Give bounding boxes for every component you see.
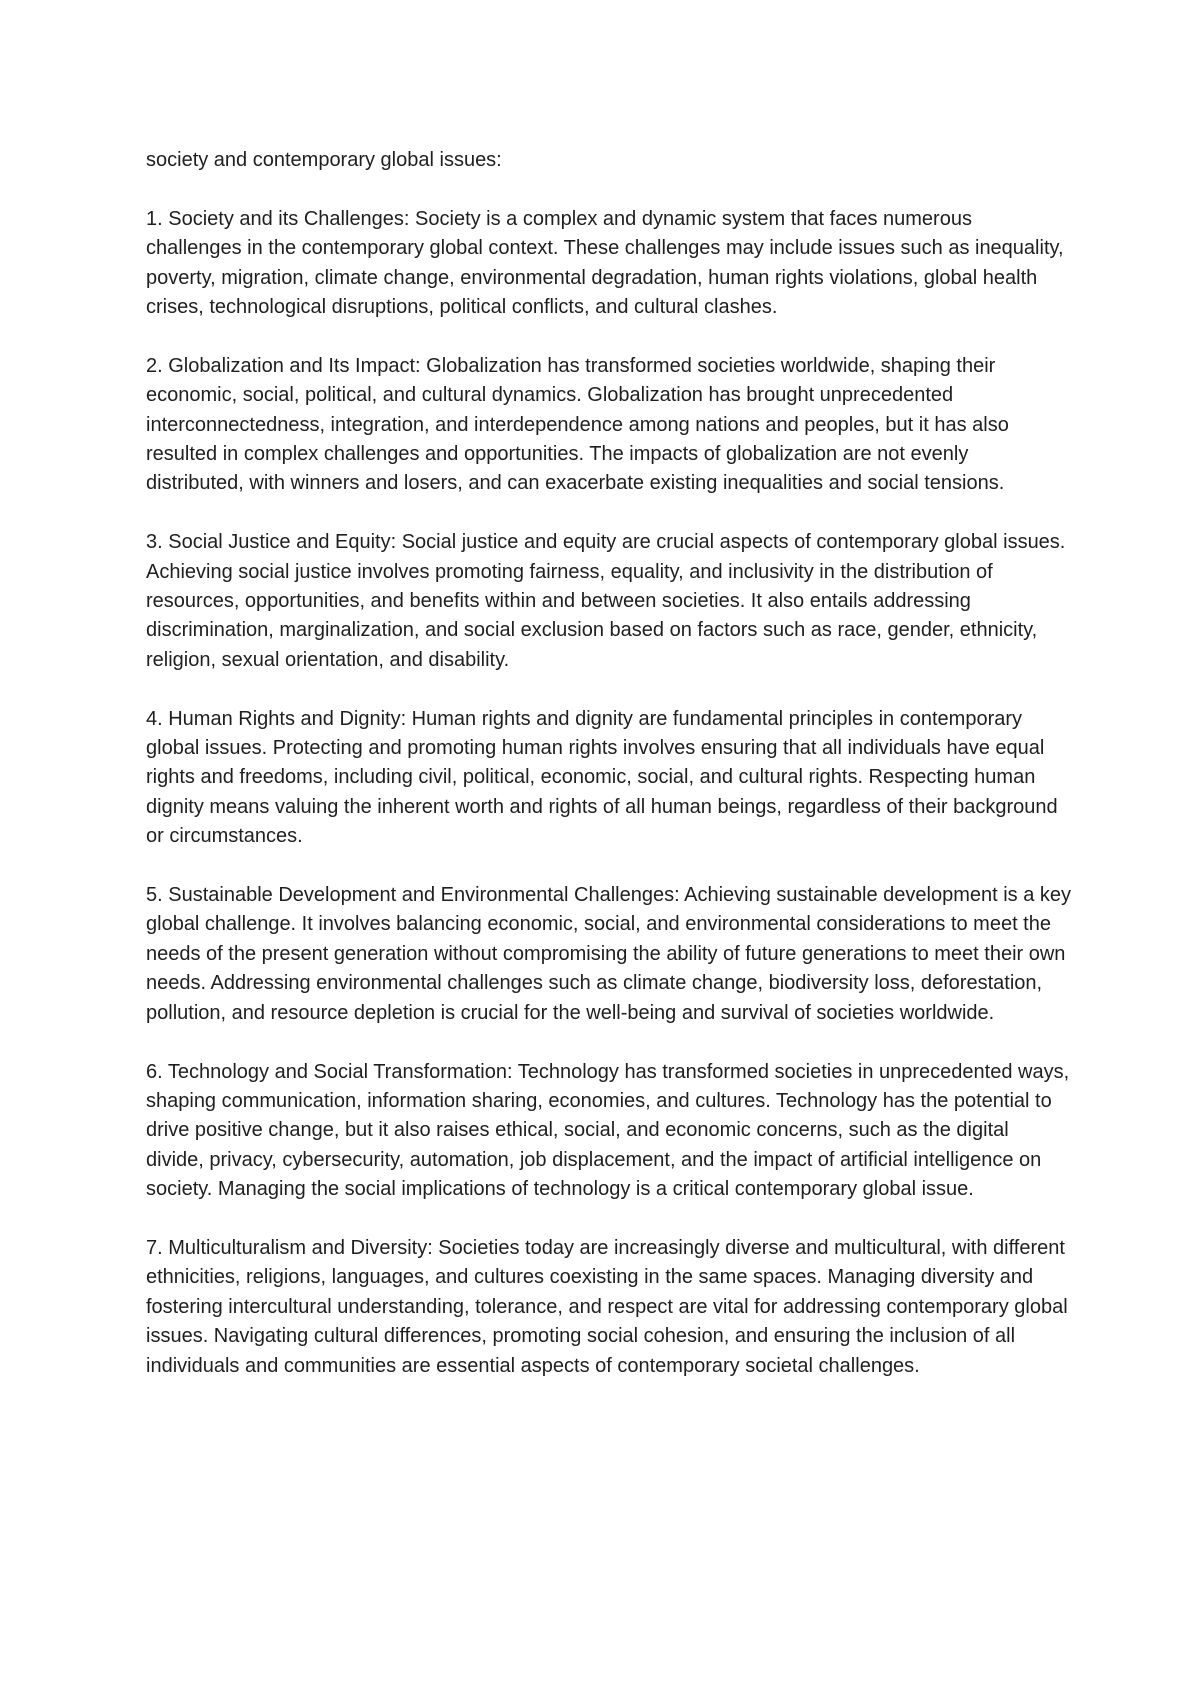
section-paragraph-6: 6. Technology and Social Transformation: Technology has transformed societies in unprecedented ways, shaping communication, information sharing, economies, and cultures. Technology has the potential to drive positive change, but it also raises ethical, social, and economic concerns, such as the digital divide, privacy, cybersecurity, automation, job displacement, and the impact of artificial intelligence on society. Managing the social implications of technology is a critical contemporary global issue.	[146, 1060, 1070, 1201]
section-paragraph-1: 1. Society and its Challenges: Society is a complex and dynamic system that faces numerous challenges in the contemporary global context. These challenges may include issues such as inequality, poverty, migration, climate change, environmental degradation, human rights violations, global health crises, technological disruptions, political conflicts, and cultural clashes.	[146, 207, 1064, 319]
document-body	[146, 146, 1071, 1410]
section-paragraph-4: 4. Human Rights and Dignity: Human rights and dignity are fundamental principles in contemporary global issues. Protecting and promoting human rights involves ensuring that all individuals have equal rights and freedoms, including civil, political, economic, social, and cultural rights. Respecting human dignity means valuing the inherent worth and rights of all human beings, regardless of their background or circumstances.	[146, 707, 1058, 848]
section-paragraph-7: 7. Multiculturalism and Diversity: Societies today are increasingly diverse and multicultural, with different ethnicities, religions, languages, and cultures coexisting in the same spaces. Managing diversity and fostering intercultural understanding, tolerance, and respect are vital for addressing contemporary global issues. Navigating cultural differences, promoting social cohesion, and ensuring the inclusion of all individuals and communities are essential aspects of contemporary societal challenges.	[146, 1236, 1068, 1377]
section-paragraph-3: 3. Social Justice and Equity: Social justice and equity are crucial aspects of contemporary global issues. Achieving social justice involves promoting fairness, equality, and inclusivity in the distribution of resources, opportunities, and benefits within and between societies. It also entails addressing discrimination, marginalization, and social exclusion based on factors such as race, gender, ethnicity, religion, sexual orientation, and disability.	[146, 531, 1066, 671]
section-paragraph-2: 2. Globalization and Its Impact: Globalization has transformed societies worldwide, shaping their economic, social, political, and cultural dynamics. Globalization has brought unprecedented interconnectedness, integration, and interdependence among nations and peoples, but it has also resulted in complex challenges and opportunities. The impacts of globalization are not evenly distributed, with winners and losers, and can exacerbate existing inequalities and social tensions.	[146, 354, 1009, 495]
section-paragraph-5: 5. Sustainable Development and Environmental Challenges: Achieving sustainable development is a key global challenge. It involves balancing economic, social, and environmental considerations to meet the needs of the present generation without compromising the ability of future generations to meet their own needs. Addressing environmental challenges such as climate change, biodiversity loss, deforestation, pollution, and resource depletion is crucial for the well-being and survival of societies worldwide.	[146, 884, 1072, 1024]
intro-paragraph: society and contemporary global issues:	[146, 149, 502, 171]
